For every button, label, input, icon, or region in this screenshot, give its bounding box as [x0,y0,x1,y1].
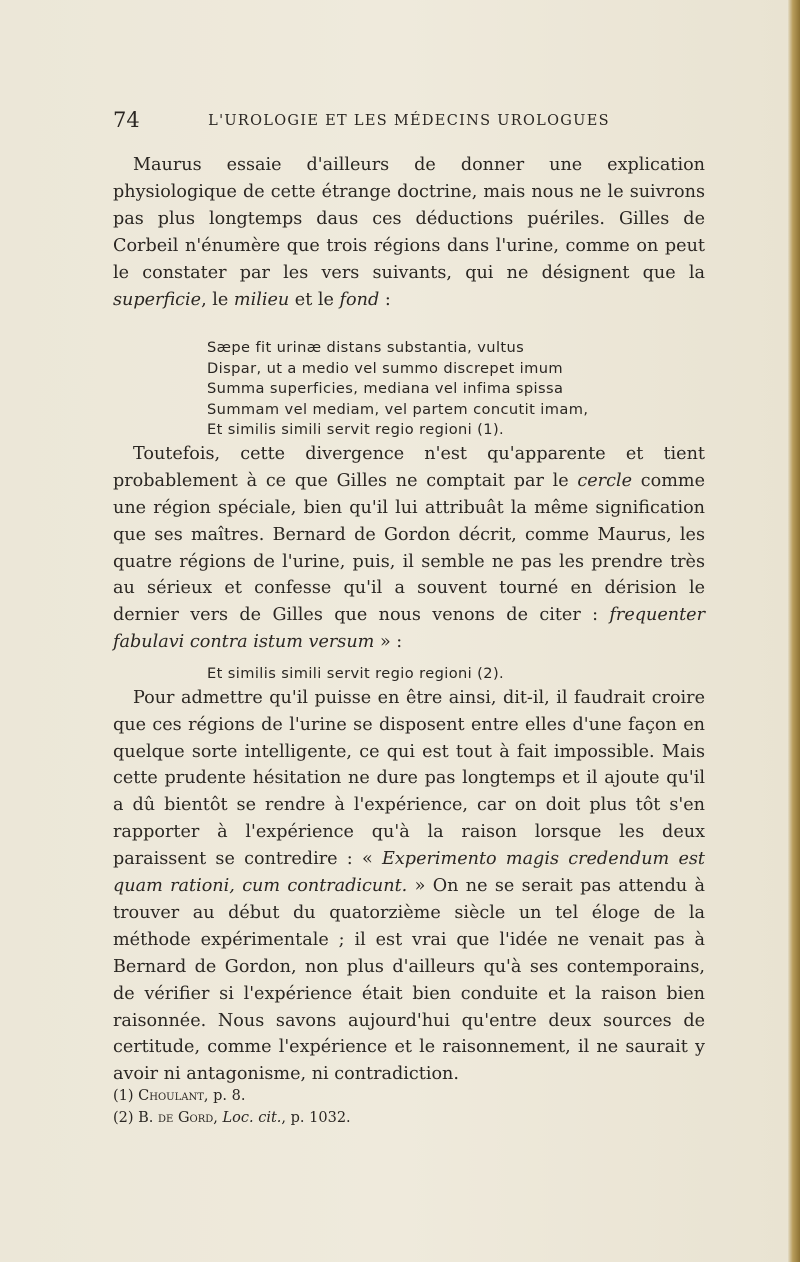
text-run: comme une région spéciale, bien qu'il lui attribuât la même signification que ses maîtres. Bernard de Gordon décrit, comme Maurus, les quatre régions de l'urine, puis, il semble ne pas les prendre très au sérieux et confesse qu'il a souvent tourné en dérision le dernier vers de Gilles que nous venons de citer : [113,470,705,626]
running-title: L'UROLOGIE ET LES MÉDECINS UROLOGUES [208,113,610,129]
paragraph-2 [113,441,705,656]
latin-verse-block [113,338,705,441]
footnote-italic: Loc. cit. [222,1110,282,1126]
footnote-number: (2) [113,1110,139,1126]
latin-verse-single: Et similis simili servit regio regioni (2). [207,665,505,683]
text-run: » On ne se serait pas attendu à trouver au début du quatorzième siècle un tel éloge de la méthode expérimentale ; il est vrai que l'idée ne venait pas à Bernard de Gordon, non plus d'ailleurs qu'à ses contemporains, de vérifier si l'expérience était bien conduite et la raison bien raisonnée. Nous savons aujourd'hui qu'entre deux sources de certitude, comme l'expérience et le raisonnement, il ne saurait y avoir ni antagonisme, ni contradiction. [113,876,705,1085]
italic-term: Experimento magis credendum est quam rationi, cum contradicunt. [113,849,705,897]
text-run: et le [289,289,340,310]
text-run: : [379,289,391,310]
footnote-2 [113,1107,705,1129]
text-run: Maurus essaie d'ailleurs de donner une explication physiologique de cette étrange doctrine, mais nous ne le suivrons pas plus longtemps daus ces déductions puériles. Gilles de Corbeil n'énumère que trois régions dans l'urine, comme on peut le constater par les vers suivants, qui ne désignent que la [113,155,705,283]
italic-term: frequenter fabulavi contra istum versum [113,605,705,653]
paragraph-3 [113,685,705,1089]
verse-line: Sæpe fit urinæ distans substantia, vultus [207,339,525,357]
page-header [113,106,705,136]
footnote-1 [113,1085,705,1107]
verse-line: Summa superficies, mediana vel infima spissa [207,380,564,398]
italic-term: milieu [233,289,290,310]
text-run: Toutefois, cette divergence n'est qu'apparente et tient probablement à ce que Gilles ne comptait par le [113,443,705,491]
main-text [113,152,705,1088]
text-run: Pour admettre qu'il puisse en être ainsi, dit-il, il faudrait croire que ces régions de l'urine se disposent entre elles d'une façon en quelque sorte intelligente, ce qui est tout à fait impossible. Mais cette prudente hésitation ne dure pas longtemps et il ajoute qu'il a dû bientôt se rendre à l'expérience, car on doit plus tôt s'en rapporter à l'expérience qu'à la raison lorsque les deux paraissent se contredire : « [113,687,705,870]
verse-line: Et similis simili servit regio regioni (1). [207,421,505,439]
text-run: » : [374,632,403,653]
text-run: , le [201,289,234,310]
page-edge [788,0,800,1262]
italic-term: fond [339,289,380,310]
page-number: 74 [113,108,140,132]
footnote-author: B. de Gord [138,1110,214,1126]
footnote-number: (1) [113,1088,139,1104]
verse-line: Summam vel mediam, vel partem concutit imam, [207,400,589,418]
italic-term: superficie [113,289,202,310]
verse-line: Dispar, ut a medio vel summo discrepet imum [207,359,563,377]
paragraph-1 [113,152,705,313]
footnotes [113,1085,705,1129]
footnote-author: Choulant [138,1088,204,1104]
italic-term: cercle [577,470,632,491]
footnote-text: , p. 8. [203,1088,246,1104]
footnote-text: , p. 1032. [281,1110,351,1126]
footnote-text: , [213,1110,223,1126]
